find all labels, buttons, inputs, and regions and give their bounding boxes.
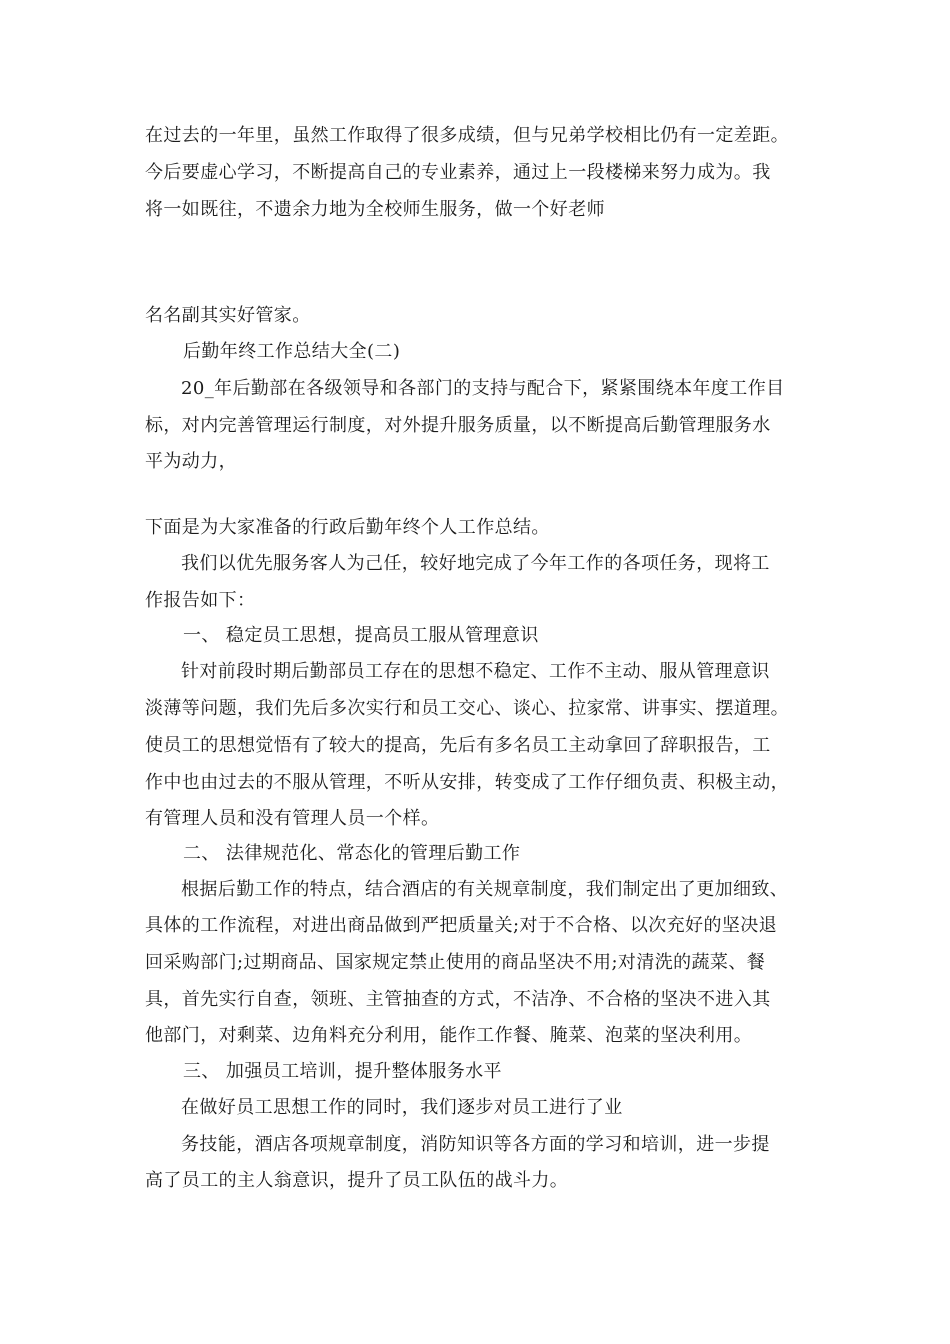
paragraph-line: 具体的工作流程，对进出商品做到严把质量关;对于不合格、以次充好的坚决退 xyxy=(145,915,778,936)
paragraph-line: 具，首先实行自查，领班、主管抽查的方式，不洁净、不合格的坚决不进入其 xyxy=(145,989,771,1010)
paragraph-line: 名名副其实好管家。 xyxy=(145,305,311,326)
paragraph-line: 在过去的一年里，虽然工作取得了很多成绩，但与兄弟学校相比仍有一定差距。 xyxy=(145,125,789,146)
paragraph-line: 高了员工的主人翁意识，提升了员工队伍的战斗力。 xyxy=(145,1170,569,1191)
paragraph-line: 我们以优先服务客人为己任，较好地完成了今年工作的各项任务，现将工 xyxy=(181,553,770,574)
paragraph-line: 下面是为大家准备的行政后勤年终个人工作总结。 xyxy=(145,517,550,538)
paragraph-line: 平为动力， xyxy=(145,451,237,472)
paragraph-line: 根据后勤工作的特点，结合酒店的有关规章制度，我们制定出了更加细致、 xyxy=(181,879,789,900)
paragraph-line: 20_年后勤部在各级领导和各部门的支持与配合下，紧紧围绕本年度工作目 xyxy=(181,378,785,399)
paragraph-line: 在做好员工思想工作的同时，我们逐步对员工进行了业 xyxy=(181,1097,623,1118)
paragraph-line: 他部门，对剩菜、边角料充分利用，能作工作餐、腌菜、泡菜的坚决利用。 xyxy=(145,1025,753,1046)
section-title: 后勤年终工作总结大全(二) xyxy=(183,341,401,362)
section-heading: 一、 稳定员工思想，提高员工服从管理意识 xyxy=(183,625,539,646)
paragraph-line: 标，对内完善管理运行制度，对外提升服务质量，以不断提高后勤管理服务水 xyxy=(145,415,771,436)
paragraph-line: 有管理人员和没有管理人员一个样。 xyxy=(145,808,440,829)
paragraph-line: 回采购部门;过期商品、国家规定禁止使用的商品坚决不用;对清洗的蔬菜、餐 xyxy=(145,952,766,973)
paragraph-line: 将一如既往，不遗余力地为全校师生服务，做一个好老师 xyxy=(145,199,605,220)
paragraph-line: 今后要虚心学习，不断提高自己的专业素养，通过上一段楼梯来努力成为。我 xyxy=(145,162,771,183)
paragraph-line: 针对前段时期后勤部员工存在的思想不稳定、工作不主动、服从管理意识 xyxy=(181,661,770,682)
paragraph-line: 务技能，酒店各项规章制度，消防知识等各方面的学习和培训，进一步提 xyxy=(181,1134,770,1155)
paragraph-line: 作报告如下： xyxy=(145,590,256,611)
section-heading: 二、 法律规范化、常态化的管理后勤工作 xyxy=(183,843,521,864)
paragraph-line: 作中也由过去的不服从管理，不听从安排，转变成了工作仔细负责、积极主动， xyxy=(145,772,789,793)
section-heading: 三、 加强员工培训，提升整体服务水平 xyxy=(183,1061,502,1082)
paragraph-line: 使员工的思想觉悟有了较大的提高，先后有多名员工主动拿回了辞职报告，工 xyxy=(145,735,771,756)
paragraph-line: 淡薄等问题，我们先后多次实行和员工交心、谈心、拉家常、讲事实、摆道理。 xyxy=(145,698,789,719)
